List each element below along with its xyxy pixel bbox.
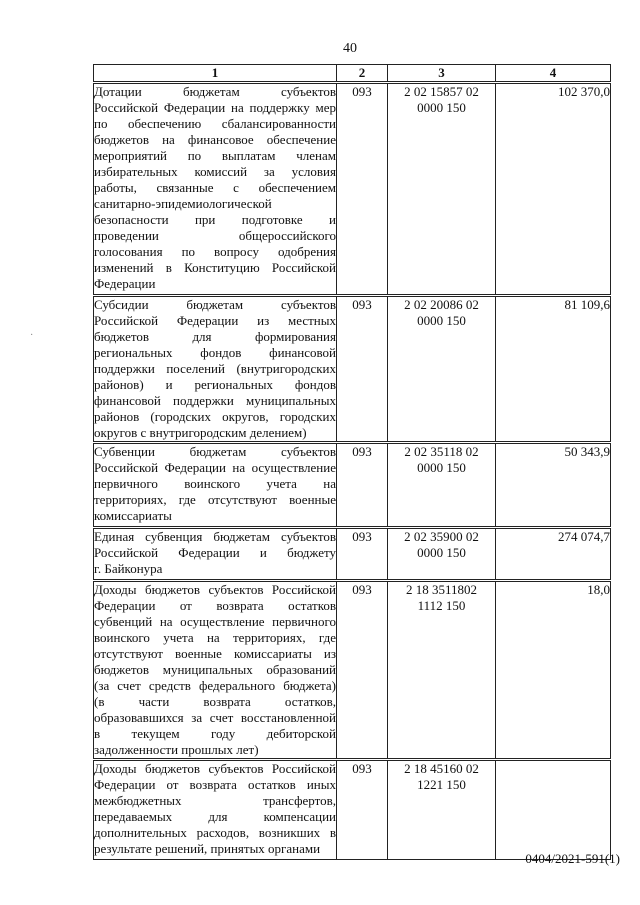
description-line: округов с внутригородским делением) [94, 425, 307, 440]
description-line: Доходы бюджетов субъектов Российской [94, 582, 336, 597]
row-amount [496, 760, 611, 860]
description-line: региональных фондов финансовой [94, 345, 336, 360]
row-amount: 274 074,7 [496, 528, 611, 581]
budget-table [93, 64, 611, 860]
document-code: 0404/2021-591(1) [525, 851, 620, 866]
table-row [94, 296, 611, 443]
description-line: г. Байконура [94, 561, 163, 576]
description-line: мероприятий по выплатам членам [94, 148, 336, 163]
row-description [94, 528, 337, 581]
description-line: бюджетов муниципальных образований [94, 662, 336, 677]
description-line: бюджетов для формирования [94, 329, 336, 344]
column-header-4: 4 [496, 65, 611, 83]
row-admin-code: 093 [337, 83, 388, 296]
description-line: изменений в Конституцию Российской [94, 260, 336, 275]
row-amount: 102 370,0 [496, 83, 611, 296]
table-header-row [94, 65, 611, 83]
description-line: дополнительных расходов, возникших в [94, 825, 336, 840]
description-line: результате решений, принятых органами [94, 841, 321, 856]
description-line: Доходы бюджетов субъектов Российской [94, 761, 336, 776]
description-line: Дотации бюджетам субъектов [94, 84, 336, 99]
description-line: работы, связанные с обеспечением [94, 180, 336, 195]
row-admin-code: 093 [337, 760, 388, 860]
row-description [94, 83, 337, 296]
row-budget-code: 2 18 45160 02 1221 150 [388, 760, 496, 860]
description-line: межбюджетных трансфертов, [94, 793, 336, 808]
row-budget-code: 2 02 20086 02 0000 150 [388, 296, 496, 443]
description-line: образовавшихся за счет восстановленной [94, 710, 336, 725]
row-admin-code: 093 [337, 581, 388, 760]
row-amount: 81 109,6 [496, 296, 611, 443]
description-line: поддержки поселений (внутригородских [94, 361, 336, 376]
row-budget-code: 2 18 3511802 1112 150 [388, 581, 496, 760]
description-line: Российской Федерации и бюджету [94, 545, 336, 560]
column-header-3: 3 [388, 65, 496, 83]
row-amount: 18,0 [496, 581, 611, 760]
description-line: Российской Федерации на поддержку мер [94, 100, 336, 115]
row-amount: 50 343,9 [496, 443, 611, 528]
row-budget-code: 2 02 15857 02 0000 150 [388, 83, 496, 296]
table-row [94, 83, 611, 296]
description-line: безопасности при подготовке и [94, 212, 336, 227]
description-line: воинского учета на территориях, где [94, 630, 336, 645]
table-row [94, 443, 611, 528]
column-header-2: 2 [337, 65, 388, 83]
description-line: санитарно-эпидемиологической [94, 196, 272, 211]
description-line: Единая субвенция бюджетам субъектов [94, 529, 336, 544]
description-line: Федерации от возврата остатков иных [94, 777, 336, 792]
description-line: проведении общероссийского [94, 228, 336, 243]
margin-mark: · [30, 330, 34, 341]
description-line: районов) и региональных фондов [94, 377, 336, 392]
column-header-1: 1 [94, 65, 337, 83]
description-line: избирательных комиссий за условия [94, 164, 336, 179]
description-line: Субсидии бюджетам субъектов [94, 297, 336, 312]
page-number: 40 [343, 41, 357, 56]
description-line: территориях, где отсутствуют военные [94, 492, 336, 507]
row-description [94, 296, 337, 443]
description-line: голосования по вопросу одобрения [94, 244, 336, 259]
description-line: задолженности прошлых лет) [94, 742, 259, 757]
description-line: финансовой поддержки муниципальных [94, 393, 336, 408]
description-line: бюджетов на финансовое обеспечение [94, 132, 336, 147]
description-line: передаваемых для компенсации [94, 809, 336, 824]
row-budget-code: 2 02 35900 02 0000 150 [388, 528, 496, 581]
row-budget-code: 2 02 35118 02 0000 150 [388, 443, 496, 528]
table-row [94, 760, 611, 860]
description-line: Федерации от возврата остатков [94, 598, 336, 613]
row-admin-code: 093 [337, 528, 388, 581]
row-description [94, 760, 337, 860]
description-line: субвенций на осуществление первичного [94, 614, 336, 629]
table-row [94, 581, 611, 760]
description-line: в текущем году дебиторской [94, 726, 336, 741]
description-line: первичного воинского учета на [94, 476, 336, 491]
row-description [94, 443, 337, 528]
row-admin-code: 093 [337, 296, 388, 443]
description-line: отсутствуют военные комиссариаты из [94, 646, 336, 661]
description-line: комиссариаты [94, 508, 172, 523]
row-admin-code: 093 [337, 443, 388, 528]
description-line: Российской Федерации из местных [94, 313, 336, 328]
row-description [94, 581, 337, 760]
description-line: Федерации [94, 276, 156, 291]
description-line: по обеспечению сбалансированности [94, 116, 336, 131]
description-line: (в части возврата остатков, [94, 694, 336, 709]
description-line: районов (городских округов, городских [94, 409, 336, 424]
description-line: Субвенции бюджетам субъектов [94, 444, 336, 459]
description-line: Российской Федерации на осуществление [94, 460, 336, 475]
description-line: (за счет средств федерального бюджета) [94, 678, 336, 693]
table-row [94, 528, 611, 581]
